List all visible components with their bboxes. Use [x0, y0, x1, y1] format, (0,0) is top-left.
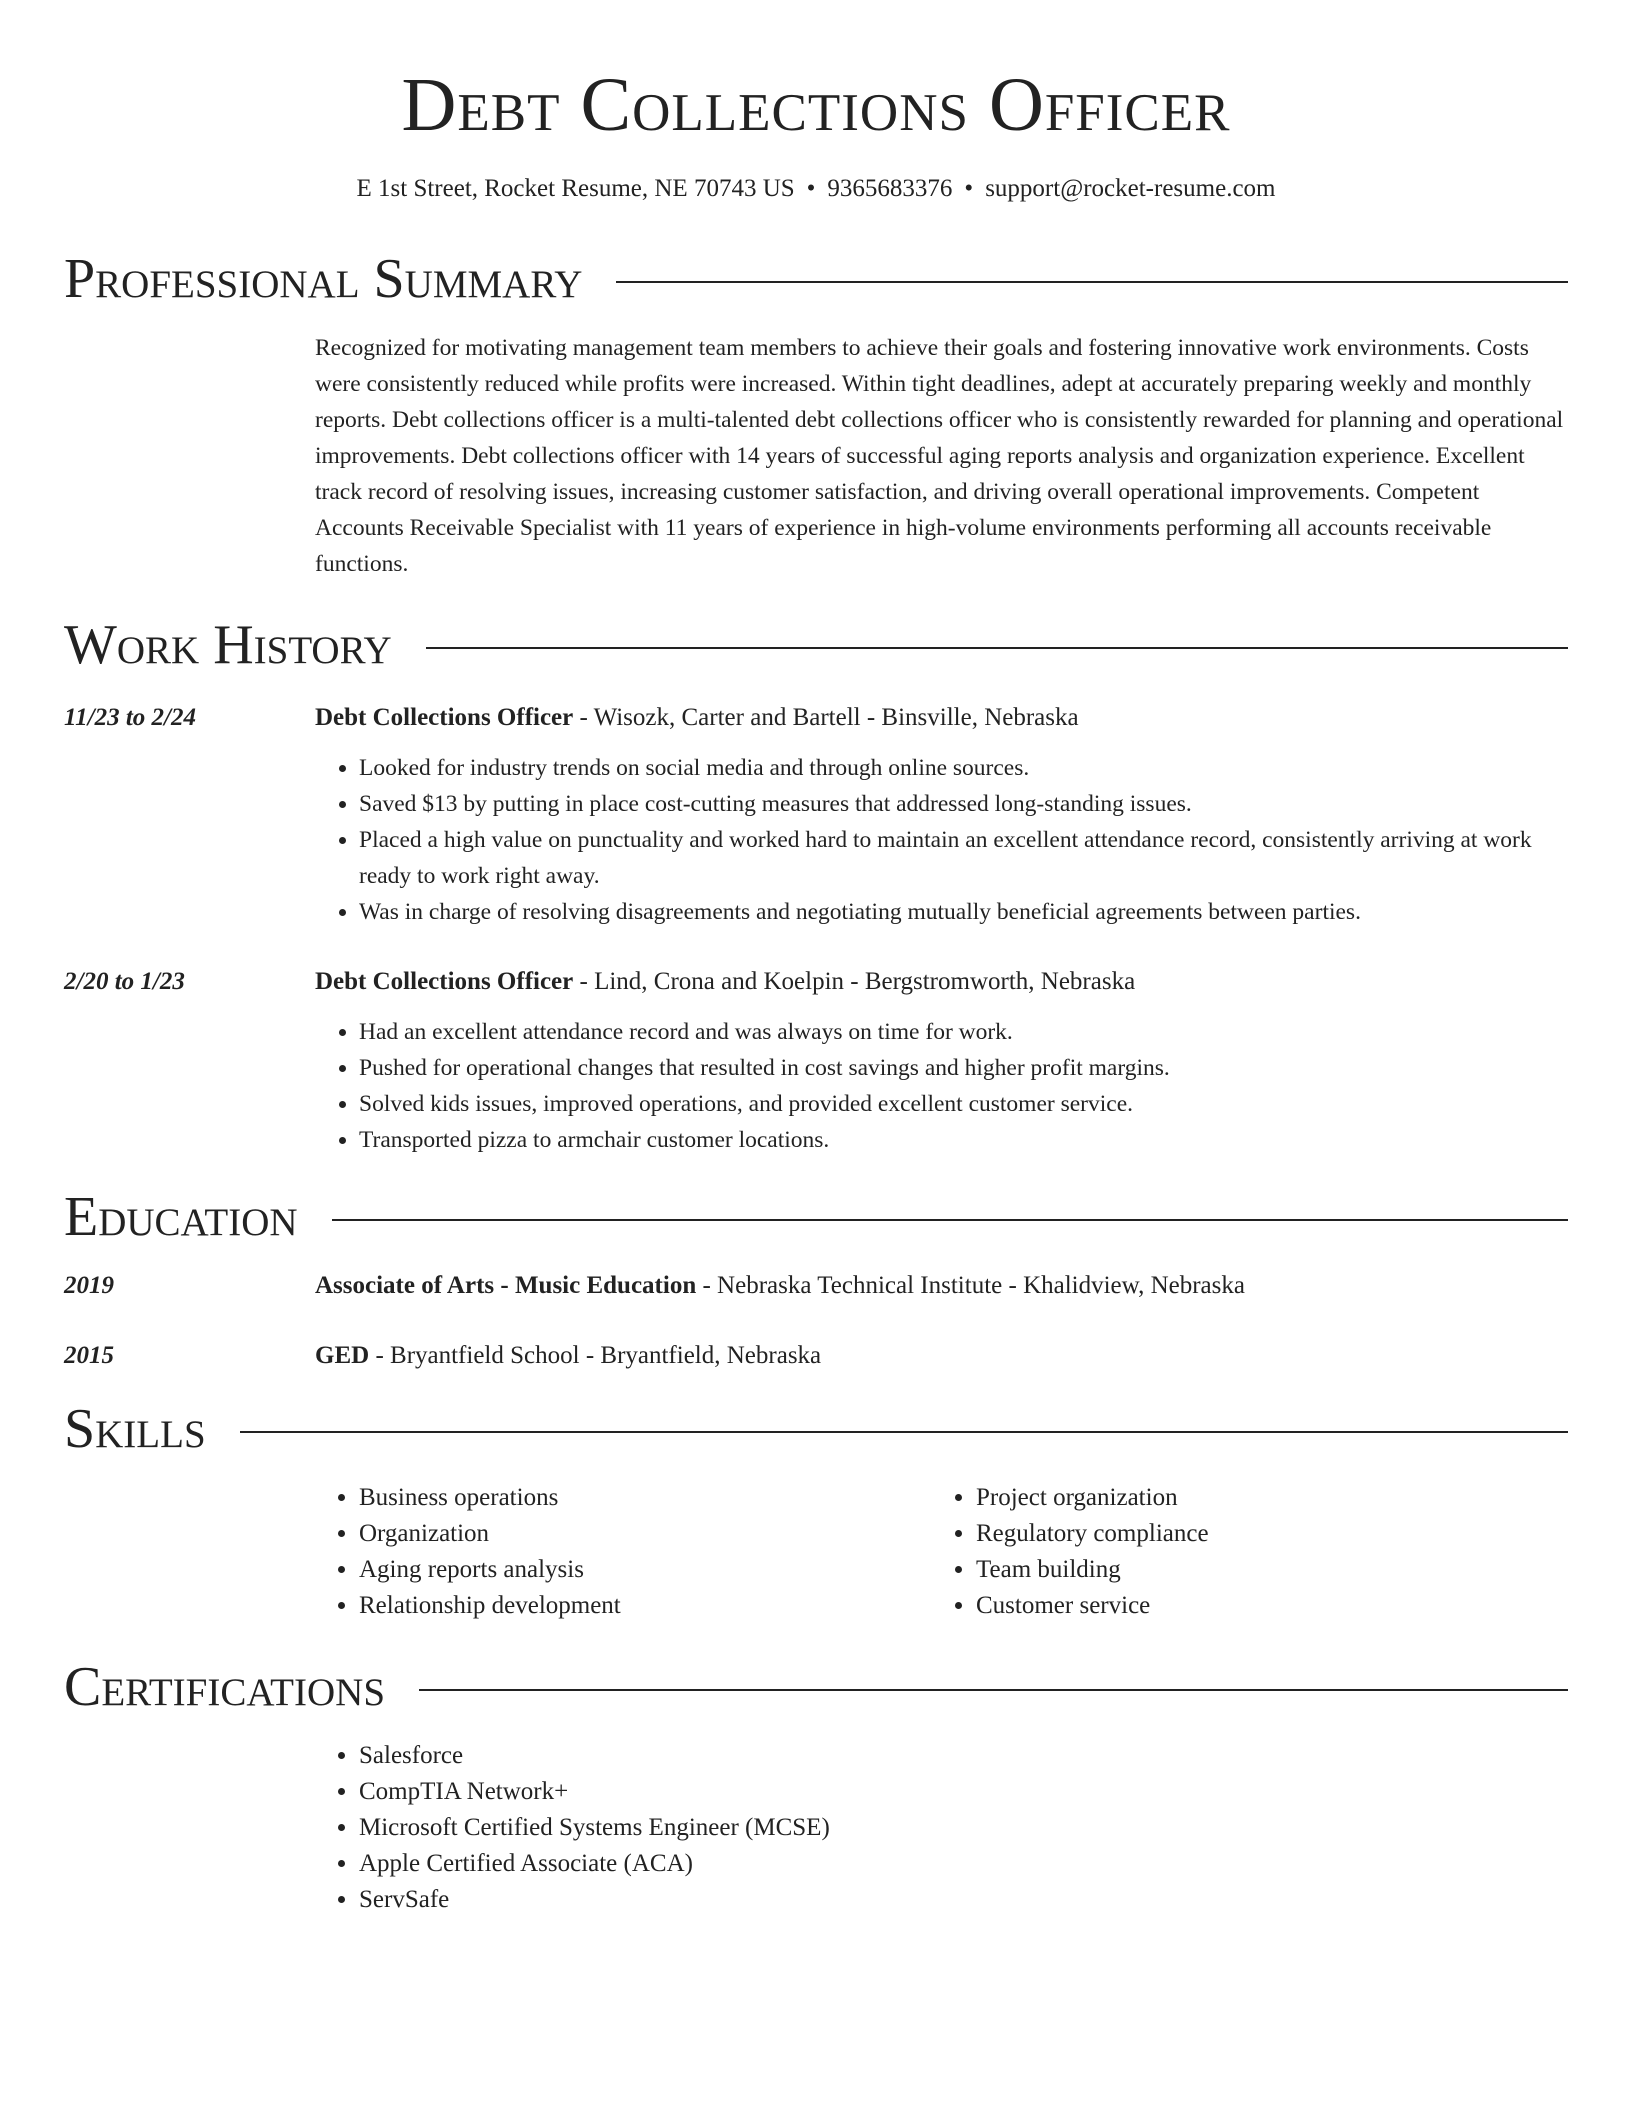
job-entry — [64, 700, 1568, 930]
job-title-line — [315, 700, 1079, 736]
job-header — [64, 700, 1568, 736]
contact-email: support@rocket-resume.com — [985, 175, 1276, 202]
list-item: • Apple Certified Associate (ACA) — [359, 1846, 1568, 1882]
skills-column-right — [932, 1480, 1549, 1624]
education-heading: Education — [64, 1186, 298, 1248]
section-divider — [419, 1689, 1568, 1691]
list-item: • Placed a high value on punctuality and worked hard to maintain an excellent attendance record, consistently arriving at work ready to work right away. — [359, 822, 1568, 894]
list-item: • Customer service — [976, 1588, 1549, 1624]
job-title-line — [315, 964, 1135, 1000]
skills-section-header — [64, 1396, 1568, 1462]
job-bullets-wrap — [315, 750, 1568, 930]
certifications-list-wrap — [315, 1738, 1568, 1918]
certifications-section-header — [64, 1654, 1568, 1720]
education-entry — [64, 1268, 1568, 1304]
skills-grid — [315, 1480, 1568, 1624]
job-dates: 2/20 to 1/23 — [64, 968, 185, 995]
education-details: - Nebraska Technical Institute - Khalidview, Nebraska — [696, 1272, 1245, 1299]
contact-address: E 1st Street, Rocket Resume, NE 70743 US — [356, 175, 795, 202]
education-entry — [64, 1338, 1568, 1374]
list-item: • Had an excellent attendance record and was always on time for work. — [359, 1014, 1568, 1050]
list-item: • Team building — [976, 1552, 1549, 1588]
work-section-header — [64, 612, 1568, 678]
education-degree: GED — [315, 1342, 370, 1369]
summary-text: Recognized for motivating management team members to achieve their goals and fostering innovative work environments. Costs were consistently reduced while profits were increased. Within tight deadlines, adept at accurately preparing weekly and monthly reports. Debt collections officer is a multi-talented debt collections officer who is consistently rewarded for planning and operational improvements. Debt collections officer with 14 years of successful aging reports analysis and organization experience. Excellent track record of resolving issues, increasing customer satisfaction, and driving overall operational improvements. Competent Accounts Receivable Specialist with 11 years of experience in high-volume environments performing all accounts receivable functions. — [315, 335, 1564, 577]
list-item: • Organization — [359, 1516, 932, 1552]
job-dates: 11/23 to 2/24 — [64, 704, 196, 731]
list-item: • Business operations — [359, 1480, 932, 1516]
contact-phone: 9365683376 — [827, 175, 953, 202]
contact-line — [64, 172, 1568, 206]
job-title: Debt Collections Officer — [315, 968, 574, 995]
list-item: • Solved kids issues, improved operations, and provided excellent customer service. — [359, 1086, 1568, 1122]
education-line — [315, 1268, 1245, 1304]
contact-separator: • — [964, 175, 974, 202]
job-header — [64, 964, 1568, 1000]
list-item: • Looked for industry trends on social media and through online sources. — [359, 750, 1568, 786]
job-bullets — [315, 750, 1568, 930]
certifications-list — [315, 1738, 1568, 1918]
job-details: - Lind, Crona and Koelpin - Bergstromworth, Nebraska — [573, 968, 1136, 995]
candidate-name: Debt Collections Officer — [401, 63, 1231, 147]
education-degree: Associate of Arts - Music Education — [315, 1272, 697, 1299]
list-item: • CompTIA Network+ — [359, 1774, 1568, 1810]
list-item: • Pushed for operational changes that resulted in cost savings and higher profit margins. — [359, 1050, 1568, 1086]
section-divider — [240, 1431, 1568, 1433]
job-entry — [64, 964, 1568, 1158]
section-divider — [426, 647, 1568, 649]
summary-section-header — [64, 246, 1568, 312]
list-item: • Salesforce — [359, 1738, 1568, 1774]
education-details: - Bryantfield School - Bryantfield, Nebraska — [369, 1342, 822, 1369]
summary-heading: Professional Summary — [64, 248, 583, 310]
list-item: • ServSafe — [359, 1882, 1568, 1918]
list-item: • Relationship development — [359, 1588, 932, 1624]
summary-body — [315, 330, 1568, 582]
list-item: • Transported pizza to armchair customer locations. — [359, 1122, 1568, 1158]
education-section-header — [64, 1184, 1568, 1250]
certifications-heading: Certifications — [64, 1656, 386, 1718]
contact-separator: • — [806, 175, 816, 202]
job-title: Debt Collections Officer — [315, 704, 574, 731]
list-item: • Aging reports analysis — [359, 1552, 932, 1588]
list-item: • Saved $13 by putting in place cost-cutting measures that addressed long-standing issues. — [359, 786, 1568, 822]
job-bullets — [315, 1014, 1568, 1158]
section-divider — [332, 1219, 1568, 1221]
education-year: 2015 — [64, 1342, 114, 1369]
list-item: • Project organization — [976, 1480, 1549, 1516]
list-item: • Regulatory compliance — [976, 1516, 1549, 1552]
education-line — [315, 1338, 821, 1374]
skills-column-left — [315, 1480, 932, 1624]
work-heading: Work History — [64, 614, 392, 676]
job-details: - Wisozk, Carter and Bartell - Binsville, Nebraska — [573, 704, 1079, 731]
list-item: • Was in charge of resolving disagreements and negotiating mutually beneficial agreements between parties. — [359, 894, 1568, 930]
list-item: • Microsoft Certified Systems Engineer (MCSE) — [359, 1810, 1568, 1846]
education-year: 2019 — [64, 1272, 114, 1299]
skills-heading: Skills — [64, 1398, 206, 1460]
section-divider — [616, 281, 1568, 283]
job-bullets-wrap — [315, 1014, 1568, 1158]
